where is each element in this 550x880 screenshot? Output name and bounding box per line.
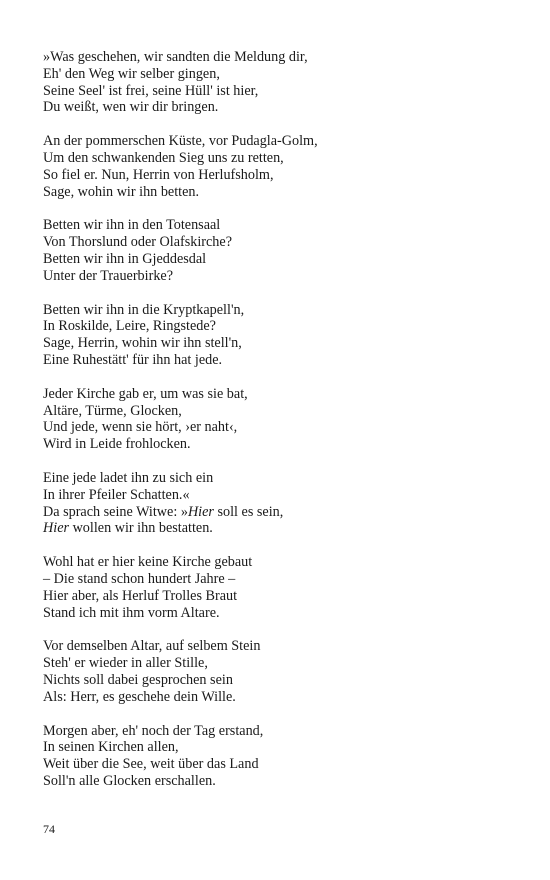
line-text: Betten wir ihn in Gjeddesdal xyxy=(43,250,207,267)
poem-line xyxy=(43,571,523,588)
poem-line xyxy=(43,133,523,150)
stanza xyxy=(43,302,523,369)
line-text: Von Thorslund oder Olafskirche? xyxy=(43,234,232,251)
stanza xyxy=(43,133,523,200)
line-text: Und jede, wenn sie hört, ›er naht‹, xyxy=(43,419,238,436)
poem-line xyxy=(43,487,523,504)
line-text: Altäre, Türme, Glocken, xyxy=(43,402,182,419)
line-text: Du weißt, wen wir dir bringen. xyxy=(43,99,219,116)
poem-line xyxy=(43,773,523,790)
poem-line xyxy=(43,655,523,672)
poem-line xyxy=(43,739,523,756)
line-text: Stand ich mit ihm vorm Altare. xyxy=(43,604,220,621)
line-text: Sage, wohin wir ihn betten. xyxy=(43,183,200,200)
poem-line xyxy=(43,217,523,234)
poem-line xyxy=(43,335,523,352)
poem-line xyxy=(43,167,523,184)
line-text: wollen wir ihn bestatten. xyxy=(69,520,213,537)
stanza xyxy=(43,554,523,621)
poem-line xyxy=(43,756,523,773)
line-text: Jeder Kirche gab er, um was sie bat, xyxy=(43,385,248,402)
line-text: An der pommerschen Küste, vor Pudagla-Golm, xyxy=(43,133,318,150)
line-text: Weit über die See, weit über das Land xyxy=(43,756,259,773)
stanza xyxy=(43,470,523,537)
emphasized-text: Hier xyxy=(43,520,70,537)
poem-line xyxy=(43,588,523,605)
poem-line xyxy=(43,184,523,201)
poem-line xyxy=(43,638,523,655)
poem-line xyxy=(43,436,523,453)
stanza xyxy=(43,49,523,116)
page-number: 74 xyxy=(43,822,55,836)
poem-line xyxy=(43,234,523,251)
poem-line xyxy=(43,352,523,369)
line-text: Als: Herr, es geschehe dein Wille. xyxy=(43,688,236,705)
line-text: Betten wir ihn in die Kryptkapell'n, xyxy=(43,301,245,318)
line-text: Eine jede ladet ihn zu sich ein xyxy=(43,469,214,486)
poem-line xyxy=(43,520,523,537)
line-text: Betten wir ihn in den Totensaal xyxy=(43,217,221,234)
line-text: In ihrer Pfeiler Schatten.« xyxy=(43,486,190,503)
poem-line xyxy=(43,672,523,689)
poem-line xyxy=(43,268,523,285)
poem-line xyxy=(43,150,523,167)
poem-line xyxy=(43,318,523,335)
line-text: Wird in Leide frohlocken. xyxy=(43,436,191,453)
poem-line xyxy=(43,83,523,100)
line-text: Soll'n alle Glocken erschallen. xyxy=(43,772,216,789)
poem-line xyxy=(43,99,523,116)
line-text: Unter der Trauerbirke? xyxy=(43,267,174,284)
stanza xyxy=(43,386,523,453)
line-text: Vor demselben Altar, auf selbem Stein xyxy=(43,638,261,655)
line-text: Da sprach seine Witwe: » xyxy=(43,503,188,520)
line-text: – Die stand schon hundert Jahre – xyxy=(43,570,236,587)
poem-line xyxy=(43,302,523,319)
poem-line xyxy=(43,689,523,706)
line-text: Nichts soll dabei gesprochen sein xyxy=(43,671,233,688)
line-text: Wohl hat er hier keine Kirche gebaut xyxy=(43,554,253,571)
line-text: Eh' den Weg wir selber gingen, xyxy=(43,65,220,82)
poem-body xyxy=(43,49,523,807)
stanza xyxy=(43,638,523,705)
line-text: Um den schwankenden Sieg uns zu retten, xyxy=(43,149,284,166)
line-text: In seinen Kirchen allen, xyxy=(43,739,179,756)
poem-line xyxy=(43,251,523,268)
line-text: In Roskilde, Leire, Ringstede? xyxy=(43,318,216,335)
poem-line xyxy=(43,386,523,403)
stanza xyxy=(43,217,523,284)
line-text: So fiel er. Nun, Herrin von Herlufsholm, xyxy=(43,166,274,183)
poem-line xyxy=(43,66,523,83)
emphasized-text: Hier xyxy=(187,503,214,520)
poem-line xyxy=(43,504,523,521)
poem-line xyxy=(43,723,523,740)
line-text: Seine Seel' ist frei, seine Hüll' ist hier, xyxy=(43,82,259,99)
poem-line xyxy=(43,605,523,622)
line-text: »Was geschehen, wir sandten die Meldung dir, xyxy=(43,49,308,65)
poem-line xyxy=(43,403,523,420)
poem-line xyxy=(43,554,523,571)
poem-line xyxy=(43,470,523,487)
poem-line xyxy=(43,49,523,66)
line-text: Eine Ruhestätt' für ihn hat jede. xyxy=(43,351,223,368)
line-text: soll es sein, xyxy=(213,503,284,520)
line-text: Steh' er wieder in aller Stille, xyxy=(43,655,208,672)
stanza xyxy=(43,723,523,790)
line-text: Hier aber, als Herluf Trolles Braut xyxy=(43,587,238,604)
line-text: Morgen aber, eh' noch der Tag erstand, xyxy=(43,722,264,739)
line-text: Sage, Herrin, wohin wir ihn stell'n, xyxy=(43,335,242,352)
poem-line xyxy=(43,419,523,436)
